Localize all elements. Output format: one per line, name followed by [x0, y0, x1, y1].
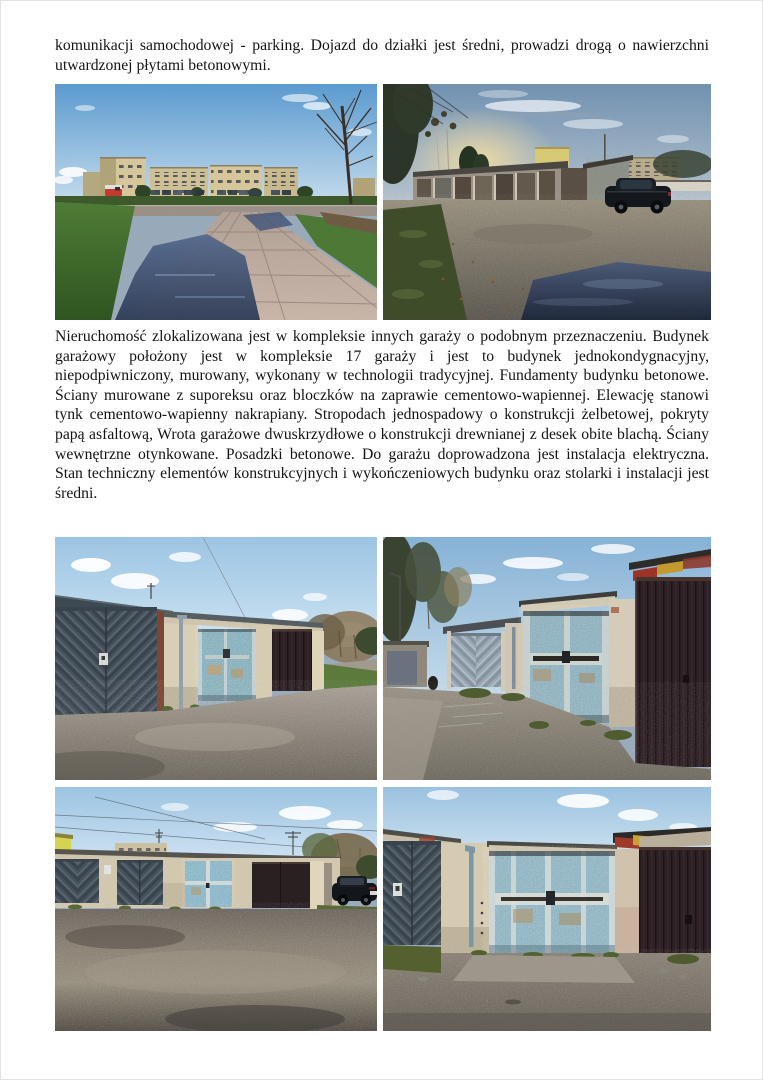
garage-row-perspective-photo — [383, 537, 711, 780]
garage-front-left-image — [55, 537, 377, 780]
blue-metal-door-closeup — [489, 851, 615, 957]
blue-metal-door-small — [185, 861, 232, 907]
chevron-door-b — [117, 860, 163, 905]
garage-row-wide-image — [55, 787, 377, 1031]
garage-row-wide-photo — [55, 787, 377, 1031]
garage-complex-evening-image — [383, 84, 711, 320]
chevron-door-a — [55, 859, 99, 903]
chevron-door-left — [383, 841, 441, 945]
access-road-image — [55, 84, 377, 320]
brown-door-small — [252, 862, 310, 908]
chevron-door — [55, 607, 157, 715]
brown-door — [272, 629, 312, 691]
black-car-side — [332, 876, 377, 906]
blue-metal-door — [198, 629, 256, 701]
chevron-door-sunlit — [451, 633, 501, 687]
garage-door-closeup-photo — [383, 787, 711, 1031]
maroon-door-large — [635, 577, 711, 767]
garage-row-perspective-image — [383, 537, 711, 780]
garage-front-left-photo — [55, 537, 377, 780]
access-road-photo — [55, 84, 377, 320]
garage-door-closeup-image — [383, 787, 711, 1031]
garage-complex-evening-photo — [383, 84, 711, 320]
maroon-door-closeup — [639, 847, 711, 957]
paragraph-description: Nieruchomość zlokalizowana jest w kompleksie innych garaży o podobnym przeznaczeniu. Budynek garażowy położony jest w kompleksie 17 garaży i jest to budynek jednokondygnacyjny, niepodpiwniczony, murowany, wykonany w technologii tradycyjnej. Fundamenty budynku betonowe. Ściany murowane z suporeksu oraz bloczków na zaprawie cementowo-wapiennej. Elewację stanowi tynk cementowo-wapienny nakrapiany. Stropodach jednospadowy o konstrukcji żelbetowej, pokryty papą asfaltową, Wrota garażowe dwuskrzydłowe o konstrukcji drewnianej z desek obite blachą. Ściany wewnętrzne otynkowane. Posadzki betonowe. Do garażu doprowadzona jest instalacja elektryczna. Stan techniczny elementów konstrukcyjnych i wykończeniowych budynku oraz stolarki i instalacji jest średni. — [55, 328, 709, 502]
paragraph-access: komunikacji samochodowej - parking. Dojazd do działki jest średni, prowadzi drogą o nawierzchni utwardzonej płytami betonowymi. — [55, 37, 709, 74]
